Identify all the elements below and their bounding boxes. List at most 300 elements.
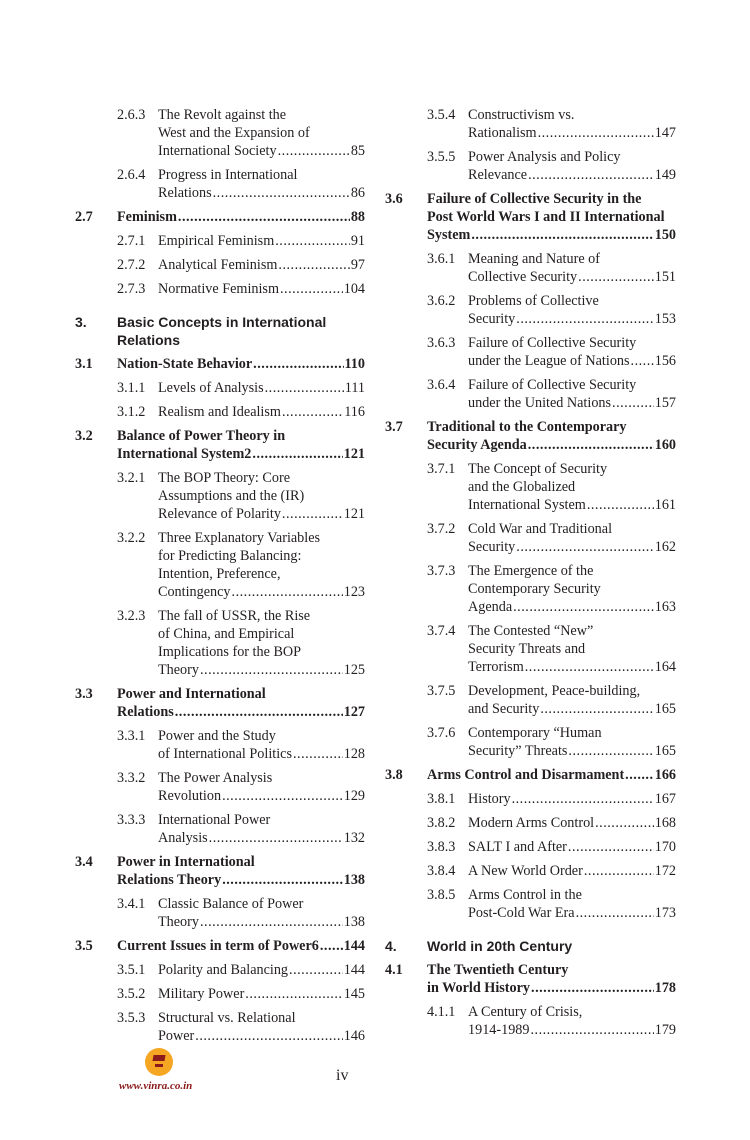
dot-leader: [538, 124, 654, 142]
toc-page-number: 165: [654, 701, 676, 717]
toc-title-line: [427, 766, 676, 784]
toc-chapter[interactable]: [385, 937, 676, 955]
toc-number: 3.8.4: [427, 863, 456, 879]
toc-number: 2.7: [75, 209, 93, 225]
toc-number: 3.1: [75, 356, 93, 372]
toc-subsection[interactable]: [75, 256, 365, 274]
toc-subsection[interactable]: [75, 280, 365, 298]
dot-leader: [278, 256, 349, 274]
dot-leader: [516, 538, 653, 556]
toc-title-line: Progress in International: [158, 167, 298, 183]
toc-number: 3.3.3: [117, 812, 146, 828]
toc-title-line: Implications for the BOP: [158, 644, 302, 660]
toc-title-line: [158, 1027, 365, 1045]
dot-leader: [265, 379, 344, 397]
toc-title-line: Power Analysis and Policy: [468, 149, 621, 165]
dot-leader: [528, 166, 654, 184]
toc-title-line: Assumptions and the (IR): [158, 488, 305, 504]
toc-subsection[interactable]: [385, 682, 676, 718]
toc-title-line: [468, 394, 676, 412]
toc-title-line: Relations: [117, 332, 181, 348]
toc-subsection[interactable]: [385, 790, 676, 808]
dot-leader: [513, 598, 654, 616]
toc-title-text: Modern Arms Control: [468, 815, 595, 831]
toc-page-number: 123: [343, 584, 365, 600]
toc-number: 3.8.2: [427, 815, 456, 831]
toc-title-line: The Emergence of the: [468, 563, 594, 579]
toc-subsection[interactable]: [75, 895, 365, 931]
toc-title-text: Relevance: [468, 167, 528, 183]
dot-leader: [631, 352, 654, 370]
toc-section[interactable]: [75, 937, 365, 955]
toc-subsection[interactable]: [75, 106, 365, 160]
toc-title-line: The Twentieth Century: [427, 962, 569, 978]
toc-subsection[interactable]: [75, 727, 365, 763]
toc-number: 4.: [385, 938, 397, 954]
toc-title-text: under the League of Nations: [468, 353, 630, 369]
toc-title-text: System: [427, 227, 471, 243]
toc-title-line: [158, 379, 365, 397]
toc-number: 3.4: [75, 854, 93, 870]
toc-title-text: Current Issues in term of Power6: [117, 938, 319, 954]
toc-title-line: [117, 445, 365, 463]
toc-number: 3.2.2: [117, 530, 146, 546]
toc-page-number: 179: [654, 1022, 676, 1038]
toc-subsection[interactable]: [75, 529, 365, 601]
toc-title-line: [468, 814, 676, 832]
toc-title-line: Intention, Preference,: [158, 566, 281, 582]
toc-title-line: [117, 208, 365, 226]
dot-leader: [209, 829, 343, 847]
toc-title-line: Post World Wars I and II International: [427, 209, 665, 225]
toc-page-number: 121: [343, 446, 365, 462]
toc-page-number: 147: [654, 125, 676, 141]
dot-leader: [282, 403, 343, 421]
toc-chapter[interactable]: [75, 313, 365, 349]
toc-subsection[interactable]: [385, 1003, 676, 1039]
toc-subsection[interactable]: [75, 403, 365, 421]
dot-leader: [587, 496, 654, 514]
toc-page-number: 121: [343, 506, 365, 522]
toc-title-line: Failure of Collective Security: [468, 335, 637, 351]
toc-title-line: [427, 979, 676, 997]
toc-number: 3.6.4: [427, 377, 456, 393]
toc-title-line: [158, 985, 365, 1003]
toc-number: 3.: [75, 314, 87, 330]
toc-number: 3.8.5: [427, 887, 456, 903]
toc-title-line: [117, 703, 365, 721]
toc-subsection[interactable]: [385, 886, 676, 922]
toc-page-number: 97: [350, 257, 365, 273]
toc-title-text: Normative Feminism: [158, 281, 279, 297]
toc-title-line: Power and International: [117, 686, 266, 702]
toc-title-line: Three Explanatory Variables: [158, 530, 321, 546]
toc-title-line: [427, 436, 676, 454]
toc-title-text: History: [468, 791, 511, 807]
toc-title-line: and the Globalized: [468, 479, 576, 495]
toc-section[interactable]: [75, 427, 365, 463]
toc-title-text: Relations Theory: [117, 872, 222, 888]
toc-number: 3.5.4: [427, 107, 456, 123]
toc-title-text: Nation-State Behavior: [117, 356, 253, 372]
toc-title-line: The BOP Theory: Core: [158, 470, 291, 486]
toc-section[interactable]: [75, 853, 365, 889]
toc-title-line: Security Threats and: [468, 641, 586, 657]
toc-subsection[interactable]: [75, 166, 365, 202]
toc-number: 3.7: [385, 419, 403, 435]
dot-leader: [512, 790, 654, 808]
toc-title-line: Contemporary Security: [468, 581, 601, 597]
toc-page-number: 111: [344, 380, 365, 396]
dot-leader: [320, 937, 343, 955]
toc-title-line: Classic Balance of Power: [158, 896, 304, 912]
toc-subsection[interactable]: [75, 961, 365, 979]
toc-number: 3.3.1: [117, 728, 146, 744]
toc-title-line: Basic Concepts in International: [117, 314, 327, 330]
dot-leader: [278, 142, 350, 160]
toc-title-text: Analytical Feminism: [158, 257, 278, 273]
dot-leader: [200, 661, 343, 679]
toc-page-number: 138: [343, 872, 365, 888]
toc-title-line: Arms Control in the: [468, 887, 582, 903]
toc-title-line: [117, 871, 365, 889]
toc-number: 3.1.1: [117, 380, 146, 396]
page-number: iv: [336, 1067, 349, 1084]
toc-title-text: Security: [468, 539, 516, 555]
toc-title-line: [468, 166, 676, 184]
dot-leader: [568, 742, 653, 760]
toc-title-line: [427, 226, 676, 244]
dot-leader: [568, 838, 654, 856]
toc-title-line: Structural vs. Relational: [158, 1010, 296, 1026]
toc-title-text: Levels of Analysis: [158, 380, 264, 396]
toc-title-line: Failure of Collective Security: [468, 377, 637, 393]
toc-title-text: Rationalism: [468, 125, 537, 141]
toc-subsection[interactable]: [385, 250, 676, 286]
toc-page-number: 168: [654, 815, 676, 831]
toc-number: 3.3: [75, 686, 93, 702]
toc-number: 2.6.3: [117, 107, 146, 123]
toc-title-line: [158, 403, 365, 421]
toc-section[interactable]: [385, 190, 676, 244]
toc-title-line: [468, 124, 676, 142]
toc-title-text: Post-Cold War Era: [468, 905, 575, 921]
toc-title-text: and Security: [468, 701, 540, 717]
dot-leader: [232, 583, 343, 601]
toc-page-number: 132: [343, 830, 365, 846]
toc-page-number: 157: [654, 395, 676, 411]
toc-title-line: Traditional to the Contemporary: [427, 419, 627, 435]
toc-title-line: [468, 1021, 676, 1039]
toc-page-number: 91: [350, 233, 365, 249]
toc-subsection[interactable]: [385, 520, 676, 556]
toc-title-text: Relations: [158, 185, 212, 201]
toc-title-line: [158, 232, 365, 250]
toc-title-text: Relations: [117, 704, 174, 720]
toc-number: 3.6.1: [427, 251, 456, 267]
toc-number: 3.6.3: [427, 335, 456, 351]
toc-title-line: [468, 268, 676, 286]
dot-leader: [595, 814, 654, 832]
toc-page-number: 156: [654, 353, 676, 369]
toc-title-line: International Power: [158, 812, 271, 828]
toc-subsection[interactable]: [75, 1009, 365, 1045]
dot-leader: [540, 700, 653, 718]
toc-page-number: 116: [344, 404, 365, 420]
toc-subsection[interactable]: [385, 106, 676, 142]
dot-leader: [525, 658, 654, 676]
toc-number: 3.2: [75, 428, 93, 444]
toc-number: 3.8: [385, 767, 403, 783]
toc-section[interactable]: [385, 766, 676, 784]
toc-page-number: 110: [344, 356, 365, 372]
dot-leader: [178, 208, 350, 226]
dot-leader: [253, 355, 343, 373]
toc-title-line: [158, 961, 365, 979]
toc-page-number: 164: [654, 659, 676, 675]
dot-leader: [280, 280, 343, 298]
toc-title-line: Power and the Study: [158, 728, 276, 744]
toc-title-line: The Revolt against the: [158, 107, 287, 123]
toc-title-line: The Contested “New”: [468, 623, 594, 639]
toc-subsection[interactable]: [385, 724, 676, 760]
dot-leader: [293, 745, 343, 763]
toc-title-line: [158, 745, 365, 763]
toc-page-number: 127: [343, 704, 365, 720]
toc-page-number: 170: [654, 839, 676, 855]
toc-title-text: Contingency: [158, 584, 231, 600]
toc-number: 3.7.6: [427, 725, 456, 741]
toc-page-number: 166: [654, 767, 676, 783]
toc-title-text: International System2: [117, 446, 252, 462]
toc-title-line: for Predicting Balancing:: [158, 548, 302, 564]
toc-title-line: Power in International: [117, 854, 255, 870]
toc-section[interactable]: [385, 961, 676, 997]
toc-number: 4.1.1: [427, 1004, 456, 1020]
toc-page-number: 173: [654, 905, 676, 921]
toc-page-number: 138: [343, 914, 365, 930]
toc-page-number: 161: [654, 497, 676, 513]
toc-title-line: [158, 505, 365, 523]
toc-title-line: Problems of Collective: [468, 293, 599, 309]
toc-title-line: of China, and Empirical: [158, 626, 295, 642]
toc-subsection[interactable]: [385, 862, 676, 880]
toc-title-line: [468, 598, 676, 616]
dot-leader: [576, 904, 654, 922]
toc-title-text: Revolution: [158, 788, 222, 804]
toc-subsection[interactable]: [75, 985, 365, 1003]
dot-leader: [175, 703, 343, 721]
toc-subsection[interactable]: [75, 469, 365, 523]
toc-title-text: Power: [158, 1028, 195, 1044]
toc-section[interactable]: [385, 418, 676, 454]
toc-title-line: [468, 862, 676, 880]
toc-subsection[interactable]: [385, 292, 676, 328]
toc-subsection[interactable]: [385, 622, 676, 676]
toc-title-text: Analysis: [158, 830, 208, 846]
dot-leader: [245, 985, 342, 1003]
toc-title-text: Security” Threats: [468, 743, 568, 759]
dot-leader: [252, 445, 342, 463]
toc-title-line: [158, 829, 365, 847]
toc-title-line: Constructivism vs.: [468, 107, 575, 123]
toc-title-text: Agenda: [468, 599, 513, 615]
toc-number: 3.7.3: [427, 563, 456, 579]
toc-title-text: SALT I and After: [468, 839, 567, 855]
toc-title-line: [158, 787, 365, 805]
toc-title-line: Contemporary “Human: [468, 725, 602, 741]
toc-title-line: The fall of USSR, the Rise: [158, 608, 311, 624]
toc-section[interactable]: [75, 208, 365, 226]
toc-number: 3.3.2: [117, 770, 146, 786]
toc-title-text: Realism and Idealism: [158, 404, 281, 420]
toc-section[interactable]: [75, 685, 365, 721]
toc-page-number: 128: [343, 746, 365, 762]
toc-page-number: 165: [654, 743, 676, 759]
toc-title-text: International Society: [158, 143, 277, 159]
toc-title-line: [468, 700, 676, 718]
toc-title-line: [468, 352, 676, 370]
toc-page-number: 178: [654, 980, 676, 996]
toc-number: 3.6.2: [427, 293, 456, 309]
toc-title-line: [468, 538, 676, 556]
dot-leader: [213, 184, 350, 202]
toc-title-text: Theory: [158, 662, 199, 678]
toc-number: 3.5.2: [117, 986, 146, 1002]
toc-number: 3.8.1: [427, 791, 456, 807]
toc-title-line: Failure of Collective Security in the: [427, 191, 642, 207]
toc-title-text: Collective Security: [468, 269, 578, 285]
toc-page-number: 129: [343, 788, 365, 804]
toc-title-text: in World History: [427, 980, 531, 996]
dot-leader: [222, 787, 343, 805]
toc-page-number: 167: [654, 791, 676, 807]
toc-title-line: [468, 742, 676, 760]
toc-title-line: [158, 280, 365, 298]
toc-subsection[interactable]: [75, 769, 365, 805]
toc-title-line: [158, 661, 365, 679]
dot-leader: [200, 913, 343, 931]
dot-leader: [531, 979, 654, 997]
toc-page-number: 162: [654, 539, 676, 555]
toc-number: 2.6.4: [117, 167, 146, 183]
toc-title-text: Relevance of Polarity: [158, 506, 281, 522]
toc-number: 2.7.3: [117, 281, 146, 297]
toc-number: 3.7.4: [427, 623, 456, 639]
toc-subsection[interactable]: [385, 814, 676, 832]
toc-title-line: [468, 904, 676, 922]
toc-page-number: 104: [343, 281, 365, 297]
toc-subsection[interactable]: [385, 838, 676, 856]
toc-title-text: Feminism: [117, 209, 177, 225]
toc-page-number: 153: [654, 311, 676, 327]
toc-number: 3.4.1: [117, 896, 146, 912]
toc-page-number: 151: [654, 269, 676, 285]
dot-leader: [578, 268, 654, 286]
toc-title-text: A New World Order: [468, 863, 583, 879]
toc-title-line: The Power Analysis: [158, 770, 273, 786]
toc-page-number: 85: [350, 143, 365, 159]
toc-number: 3.2.3: [117, 608, 146, 624]
toc-title-text: of International Politics: [158, 746, 292, 762]
toc-page-number: 172: [654, 863, 676, 879]
toc-subsection[interactable]: [75, 811, 365, 847]
toc-title-line: [158, 184, 365, 202]
dot-leader: [275, 232, 350, 250]
toc-number: 3.5.5: [427, 149, 456, 165]
toc-title-line: [468, 310, 676, 328]
toc-title-text: Theory: [158, 914, 199, 930]
toc-title-line: Cold War and Traditional: [468, 521, 613, 537]
toc-subsection[interactable]: [75, 232, 365, 250]
toc-title-line: [468, 790, 676, 808]
toc-title-text: 1914-1989: [468, 1022, 530, 1038]
toc-title-line: The Concept of Security: [468, 461, 608, 477]
toc-title-line: [158, 913, 365, 931]
toc-title-line: Balance of Power Theory in: [117, 428, 286, 444]
publisher-logo-icon: [145, 1048, 173, 1076]
dot-leader: [289, 961, 343, 979]
toc-section[interactable]: [75, 355, 365, 373]
toc-title-line: [158, 142, 365, 160]
toc-page-number: 160: [654, 437, 676, 453]
toc-title-text: Empirical Feminism: [158, 233, 275, 249]
toc-page-number: 88: [350, 209, 365, 225]
dot-leader: [584, 862, 654, 880]
toc-subsection[interactable]: [385, 334, 676, 370]
toc-page-number: 149: [654, 167, 676, 183]
toc-number: 3.5.1: [117, 962, 146, 978]
dot-leader: [528, 436, 654, 454]
toc-page-number: 150: [654, 227, 676, 243]
toc-title-line: [468, 496, 676, 514]
toc-page-number: 145: [343, 986, 365, 1002]
dot-leader: [516, 310, 653, 328]
toc-title-line: Development, Peace-building,: [468, 683, 641, 699]
toc-number: 4.1: [385, 962, 403, 978]
toc-number: 3.8.3: [427, 839, 456, 855]
toc-title-text: Military Power: [158, 986, 245, 1002]
dot-leader: [612, 394, 654, 412]
toc-subsection[interactable]: [75, 379, 365, 397]
toc-number: 3.7.5: [427, 683, 456, 699]
dot-leader: [222, 871, 343, 889]
toc-title-text: Polarity and Balancing: [158, 962, 289, 978]
toc-subsection[interactable]: [385, 376, 676, 412]
publisher-website[interactable]: www.vinra.co.in: [119, 1080, 193, 1092]
toc-column-left: [75, 106, 365, 1051]
toc-subsection[interactable]: [385, 562, 676, 616]
toc-column-right: [385, 106, 676, 1045]
toc-title-line: [468, 658, 676, 676]
toc-subsection[interactable]: [75, 607, 365, 679]
dot-leader: [282, 505, 343, 523]
toc-page-number: 125: [343, 662, 365, 678]
toc-page-number: 146: [343, 1028, 365, 1044]
toc-number: 3.5: [75, 938, 93, 954]
dot-leader: [625, 766, 654, 784]
toc-subsection[interactable]: [385, 460, 676, 514]
toc-page-number: 144: [343, 962, 365, 978]
toc-number: 2.7.2: [117, 257, 146, 273]
toc-number: 3.5.3: [117, 1010, 146, 1026]
toc-title-text: Arms Control and Disarmament: [427, 767, 625, 783]
toc-title-text: Security Agenda: [427, 437, 527, 453]
toc-number: 3.7.1: [427, 461, 456, 477]
toc-subsection[interactable]: [385, 148, 676, 184]
dot-leader: [471, 226, 653, 244]
toc-title-line: A Century of Crisis,: [468, 1004, 583, 1020]
